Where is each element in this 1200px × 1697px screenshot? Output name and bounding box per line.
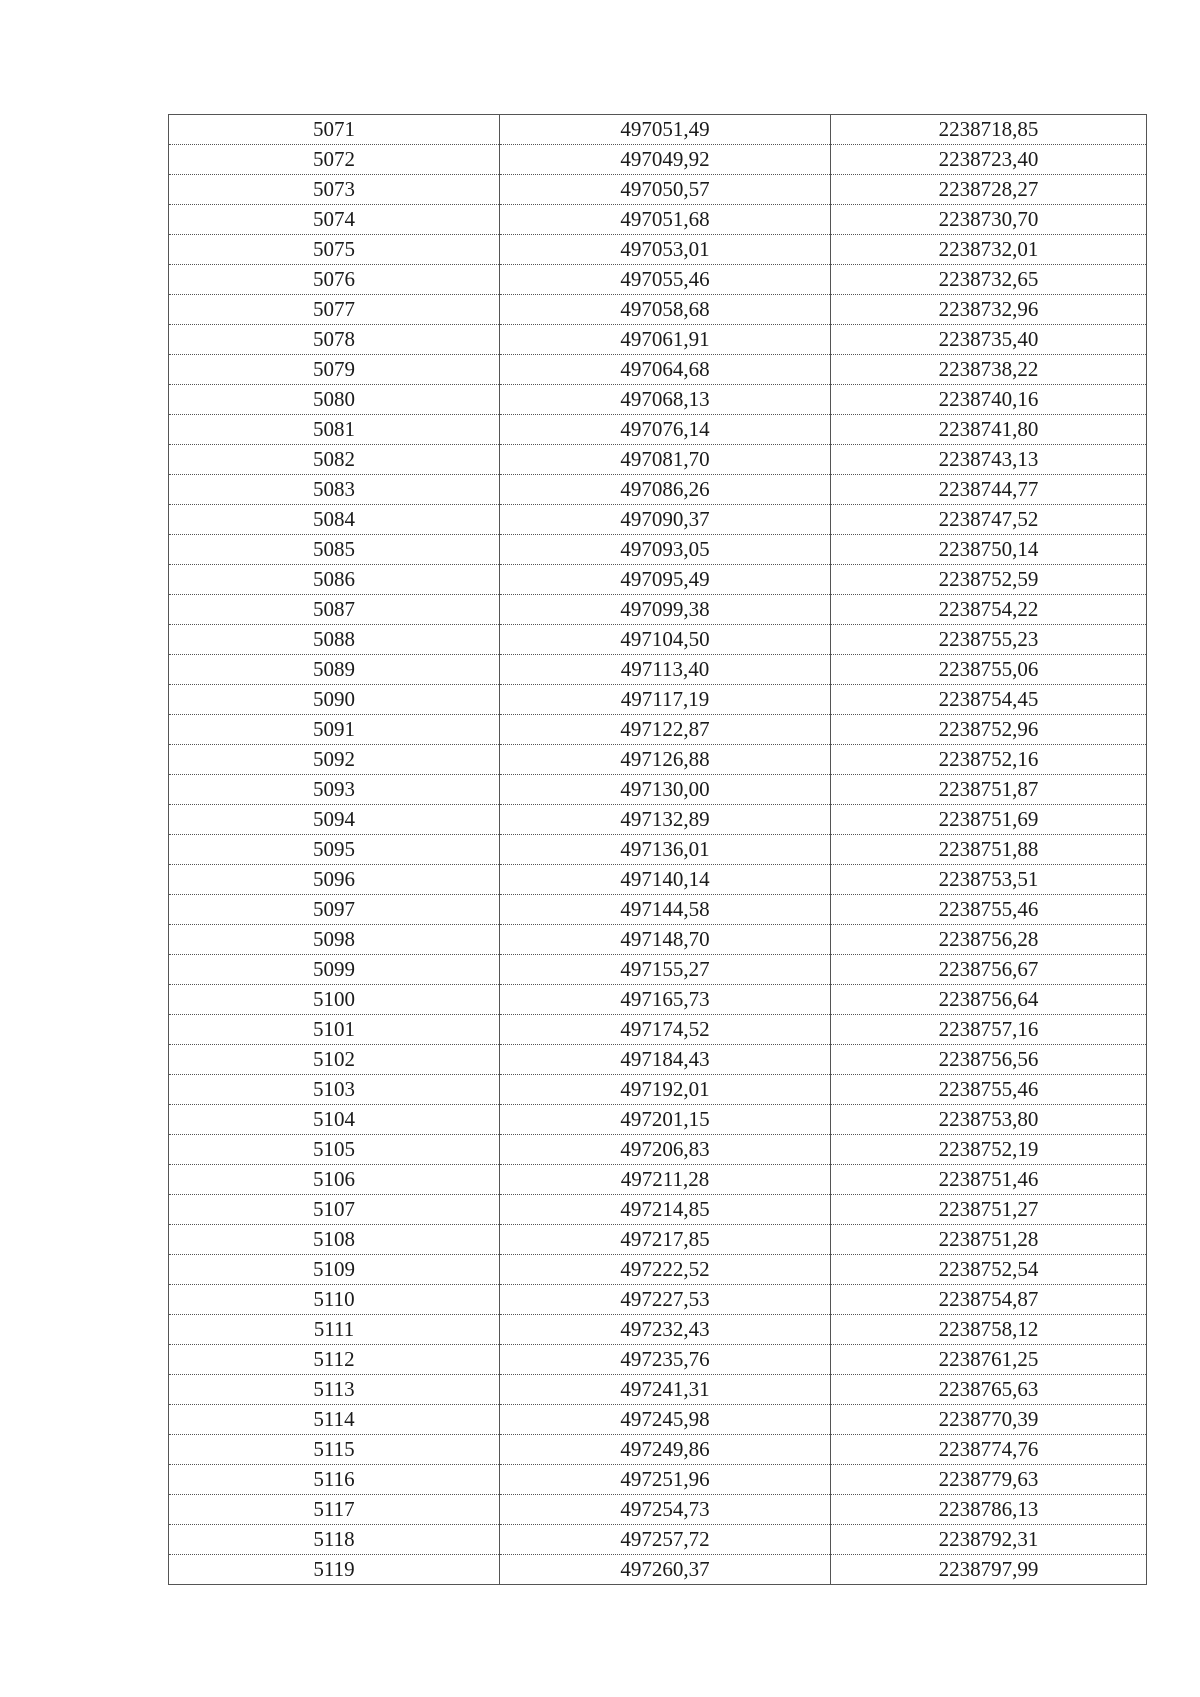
x-coordinate-cell: 497132,89	[500, 805, 831, 835]
point-number-cell: 5094	[169, 805, 500, 835]
point-number-cell: 5117	[169, 1495, 500, 1525]
y-coordinate-cell: 2238751,28	[831, 1225, 1147, 1255]
point-number-cell: 5105	[169, 1135, 500, 1165]
y-coordinate-cell: 2238744,77	[831, 475, 1147, 505]
x-coordinate-cell: 497222,52	[500, 1255, 831, 1285]
point-number-cell: 5112	[169, 1345, 500, 1375]
point-number-cell: 5119	[169, 1555, 500, 1585]
point-number-cell: 5104	[169, 1105, 500, 1135]
x-coordinate-cell: 497076,14	[500, 415, 831, 445]
y-coordinate-cell: 2238751,88	[831, 835, 1147, 865]
point-number-cell: 5099	[169, 955, 500, 985]
point-number-cell: 5073	[169, 175, 500, 205]
x-coordinate-cell: 497140,14	[500, 865, 831, 895]
x-coordinate-cell: 497064,68	[500, 355, 831, 385]
x-coordinate-cell: 497049,92	[500, 145, 831, 175]
y-coordinate-cell: 2238757,16	[831, 1015, 1147, 1045]
x-coordinate-cell: 497174,52	[500, 1015, 831, 1045]
table-row	[169, 985, 1147, 1015]
table-row	[169, 1225, 1147, 1255]
x-coordinate-cell: 497061,91	[500, 325, 831, 355]
point-number-cell: 5087	[169, 595, 500, 625]
point-number-cell: 5107	[169, 1195, 500, 1225]
y-coordinate-cell: 2238754,22	[831, 595, 1147, 625]
table-row	[169, 685, 1147, 715]
point-number-cell: 5078	[169, 325, 500, 355]
table-row	[169, 415, 1147, 445]
x-coordinate-cell: 497117,19	[500, 685, 831, 715]
y-coordinate-cell: 2238755,46	[831, 1075, 1147, 1105]
x-coordinate-cell: 497095,49	[500, 565, 831, 595]
y-coordinate-cell: 2238738,22	[831, 355, 1147, 385]
table-row	[169, 205, 1147, 235]
x-coordinate-cell: 497245,98	[500, 1405, 831, 1435]
table-row	[169, 655, 1147, 685]
table-row	[169, 1195, 1147, 1225]
y-coordinate-cell: 2238718,85	[831, 115, 1147, 145]
x-coordinate-cell: 497104,50	[500, 625, 831, 655]
y-coordinate-cell: 2238755,06	[831, 655, 1147, 685]
x-coordinate-cell: 497053,01	[500, 235, 831, 265]
x-coordinate-cell: 497201,15	[500, 1105, 831, 1135]
point-number-cell: 5083	[169, 475, 500, 505]
y-coordinate-cell: 2238755,46	[831, 895, 1147, 925]
y-coordinate-cell: 2238728,27	[831, 175, 1147, 205]
table-row	[169, 385, 1147, 415]
y-coordinate-cell: 2238756,64	[831, 985, 1147, 1015]
point-number-cell: 5081	[169, 415, 500, 445]
x-coordinate-cell: 497086,26	[500, 475, 831, 505]
table-row	[169, 1555, 1147, 1585]
table-row	[169, 1045, 1147, 1075]
y-coordinate-cell: 2238756,28	[831, 925, 1147, 955]
x-coordinate-cell: 497192,01	[500, 1075, 831, 1105]
table-row	[169, 1435, 1147, 1465]
x-coordinate-cell: 497251,96	[500, 1465, 831, 1495]
x-coordinate-cell: 497113,40	[500, 655, 831, 685]
y-coordinate-cell: 2238752,16	[831, 745, 1147, 775]
y-coordinate-cell: 2238751,69	[831, 805, 1147, 835]
x-coordinate-cell: 497093,05	[500, 535, 831, 565]
table-row	[169, 1375, 1147, 1405]
point-number-cell: 5098	[169, 925, 500, 955]
table-row	[169, 835, 1147, 865]
table-row	[169, 1525, 1147, 1555]
table-row	[169, 925, 1147, 955]
y-coordinate-cell: 2238754,87	[831, 1285, 1147, 1315]
x-coordinate-cell: 497241,31	[500, 1375, 831, 1405]
point-number-cell: 5088	[169, 625, 500, 655]
table-row	[169, 1015, 1147, 1045]
point-number-cell: 5077	[169, 295, 500, 325]
y-coordinate-cell: 2238752,54	[831, 1255, 1147, 1285]
y-coordinate-cell: 2238756,56	[831, 1045, 1147, 1075]
table-row	[169, 175, 1147, 205]
point-number-cell: 5118	[169, 1525, 500, 1555]
x-coordinate-cell: 497211,28	[500, 1165, 831, 1195]
point-number-cell: 5074	[169, 205, 500, 235]
x-coordinate-cell: 497099,38	[500, 595, 831, 625]
table-row	[169, 265, 1147, 295]
point-number-cell: 5100	[169, 985, 500, 1015]
y-coordinate-cell: 2238752,19	[831, 1135, 1147, 1165]
point-number-cell: 5102	[169, 1045, 500, 1075]
coordinates-table	[168, 114, 1147, 1585]
y-coordinate-cell: 2238765,63	[831, 1375, 1147, 1405]
y-coordinate-cell: 2238732,01	[831, 235, 1147, 265]
table-row	[169, 1495, 1147, 1525]
y-coordinate-cell: 2238743,13	[831, 445, 1147, 475]
x-coordinate-cell: 497214,85	[500, 1195, 831, 1225]
table-row	[169, 775, 1147, 805]
x-coordinate-cell: 497136,01	[500, 835, 831, 865]
y-coordinate-cell: 2238770,39	[831, 1405, 1147, 1435]
y-coordinate-cell: 2238756,67	[831, 955, 1147, 985]
y-coordinate-cell: 2238747,52	[831, 505, 1147, 535]
y-coordinate-cell: 2238753,80	[831, 1105, 1147, 1135]
point-number-cell: 5106	[169, 1165, 500, 1195]
y-coordinate-cell: 2238758,12	[831, 1315, 1147, 1345]
table-row	[169, 235, 1147, 265]
table-row	[169, 295, 1147, 325]
table-row	[169, 595, 1147, 625]
x-coordinate-cell: 497217,85	[500, 1225, 831, 1255]
y-coordinate-cell: 2238779,63	[831, 1465, 1147, 1495]
x-coordinate-cell: 497235,76	[500, 1345, 831, 1375]
table-row	[169, 1255, 1147, 1285]
y-coordinate-cell: 2238752,96	[831, 715, 1147, 745]
y-coordinate-cell: 2238797,99	[831, 1555, 1147, 1585]
x-coordinate-cell: 497050,57	[500, 175, 831, 205]
table-row	[169, 1165, 1147, 1195]
point-number-cell: 5089	[169, 655, 500, 685]
y-coordinate-cell: 2238752,59	[831, 565, 1147, 595]
x-coordinate-cell: 497165,73	[500, 985, 831, 1015]
point-number-cell: 5090	[169, 685, 500, 715]
table-row	[169, 145, 1147, 175]
x-coordinate-cell: 497184,43	[500, 1045, 831, 1075]
point-number-cell: 5085	[169, 535, 500, 565]
x-coordinate-cell: 497206,83	[500, 1135, 831, 1165]
x-coordinate-cell: 497068,13	[500, 385, 831, 415]
point-number-cell: 5101	[169, 1015, 500, 1045]
y-coordinate-cell: 2238732,96	[831, 295, 1147, 325]
y-coordinate-cell: 2238730,70	[831, 205, 1147, 235]
coordinates-table-body	[169, 115, 1147, 1585]
point-number-cell: 5109	[169, 1255, 500, 1285]
point-number-cell: 5084	[169, 505, 500, 535]
y-coordinate-cell: 2238755,23	[831, 625, 1147, 655]
table-row	[169, 895, 1147, 925]
x-coordinate-cell: 497081,70	[500, 445, 831, 475]
y-coordinate-cell: 2238750,14	[831, 535, 1147, 565]
x-coordinate-cell: 497122,87	[500, 715, 831, 745]
table-row	[169, 1315, 1147, 1345]
table-row	[169, 865, 1147, 895]
point-number-cell: 5091	[169, 715, 500, 745]
table-row	[169, 1405, 1147, 1435]
x-coordinate-cell: 497051,68	[500, 205, 831, 235]
table-row	[169, 1465, 1147, 1495]
y-coordinate-cell: 2238751,27	[831, 1195, 1147, 1225]
table-row	[169, 355, 1147, 385]
x-coordinate-cell: 497055,46	[500, 265, 831, 295]
y-coordinate-cell: 2238723,40	[831, 145, 1147, 175]
y-coordinate-cell: 2238741,80	[831, 415, 1147, 445]
table-row	[169, 805, 1147, 835]
table-row	[169, 475, 1147, 505]
x-coordinate-cell: 497155,27	[500, 955, 831, 985]
table-row	[169, 1285, 1147, 1315]
point-number-cell: 5103	[169, 1075, 500, 1105]
x-coordinate-cell: 497058,68	[500, 295, 831, 325]
point-number-cell: 5075	[169, 235, 500, 265]
x-coordinate-cell: 497126,88	[500, 745, 831, 775]
y-coordinate-cell: 2238753,51	[831, 865, 1147, 895]
point-number-cell: 5114	[169, 1405, 500, 1435]
table-row	[169, 625, 1147, 655]
y-coordinate-cell: 2238774,76	[831, 1435, 1147, 1465]
point-number-cell: 5076	[169, 265, 500, 295]
point-number-cell: 5082	[169, 445, 500, 475]
x-coordinate-cell: 497051,49	[500, 115, 831, 145]
table-row	[169, 955, 1147, 985]
table-row	[169, 445, 1147, 475]
y-coordinate-cell: 2238732,65	[831, 265, 1147, 295]
point-number-cell: 5095	[169, 835, 500, 865]
table-row	[169, 505, 1147, 535]
table-row	[169, 1135, 1147, 1165]
table-row	[169, 325, 1147, 355]
x-coordinate-cell: 497144,58	[500, 895, 831, 925]
table-row	[169, 745, 1147, 775]
y-coordinate-cell: 2238792,31	[831, 1525, 1147, 1555]
table-row	[169, 565, 1147, 595]
x-coordinate-cell: 497249,86	[500, 1435, 831, 1465]
table-row	[169, 1105, 1147, 1135]
x-coordinate-cell: 497130,00	[500, 775, 831, 805]
y-coordinate-cell: 2238740,16	[831, 385, 1147, 415]
table-row	[169, 115, 1147, 145]
point-number-cell: 5110	[169, 1285, 500, 1315]
table-row	[169, 535, 1147, 565]
x-coordinate-cell: 497254,73	[500, 1495, 831, 1525]
point-number-cell: 5092	[169, 745, 500, 775]
x-coordinate-cell: 497148,70	[500, 925, 831, 955]
point-number-cell: 5072	[169, 145, 500, 175]
x-coordinate-cell: 497257,72	[500, 1525, 831, 1555]
point-number-cell: 5111	[169, 1315, 500, 1345]
y-coordinate-cell: 2238751,87	[831, 775, 1147, 805]
y-coordinate-cell: 2238761,25	[831, 1345, 1147, 1375]
x-coordinate-cell: 497232,43	[500, 1315, 831, 1345]
point-number-cell: 5096	[169, 865, 500, 895]
point-number-cell: 5080	[169, 385, 500, 415]
point-number-cell: 5113	[169, 1375, 500, 1405]
point-number-cell: 5079	[169, 355, 500, 385]
point-number-cell: 5097	[169, 895, 500, 925]
point-number-cell: 5093	[169, 775, 500, 805]
y-coordinate-cell: 2238751,46	[831, 1165, 1147, 1195]
y-coordinate-cell: 2238754,45	[831, 685, 1147, 715]
table-row	[169, 1075, 1147, 1105]
x-coordinate-cell: 497260,37	[500, 1555, 831, 1585]
x-coordinate-cell: 497090,37	[500, 505, 831, 535]
x-coordinate-cell: 497227,53	[500, 1285, 831, 1315]
point-number-cell: 5086	[169, 565, 500, 595]
y-coordinate-cell: 2238735,40	[831, 325, 1147, 355]
point-number-cell: 5115	[169, 1435, 500, 1465]
point-number-cell: 5108	[169, 1225, 500, 1255]
point-number-cell: 5071	[169, 115, 500, 145]
table-row	[169, 1345, 1147, 1375]
y-coordinate-cell: 2238786,13	[831, 1495, 1147, 1525]
table-row	[169, 715, 1147, 745]
point-number-cell: 5116	[169, 1465, 500, 1495]
